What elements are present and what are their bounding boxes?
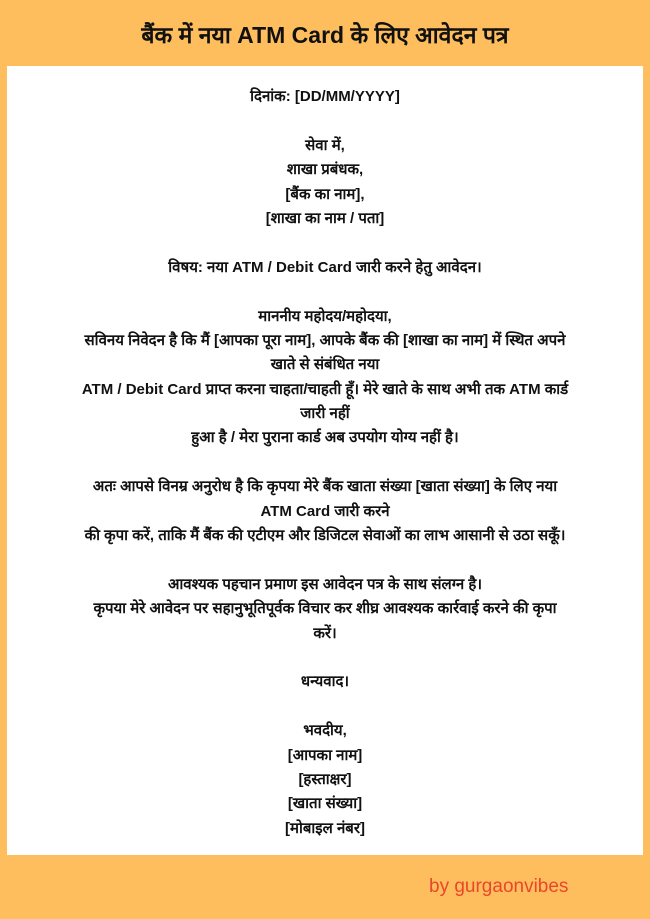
letter-line: करें। xyxy=(313,624,337,642)
letter-line: [बैंक का नाम], xyxy=(285,185,365,203)
blank-line xyxy=(7,548,643,572)
letter-body xyxy=(7,85,643,841)
page-title: बैंक में नया ATM Card के लिए आवेदन पत्र xyxy=(141,22,509,48)
blank-line xyxy=(7,695,643,719)
letter-line: ATM / Debit Card प्राप्त करना चाहता/चाहती हूँ। मेरे खाते के साथ अभी तक ATM कार्ड xyxy=(81,380,569,398)
blank-line xyxy=(7,109,643,133)
letter-line: ATM Card जारी करने xyxy=(260,502,390,520)
letter-line: सेवा में, xyxy=(305,136,345,154)
letter-line: [खाता संख्या] xyxy=(287,795,363,813)
letter-line: खाते से संबंधित नया xyxy=(270,356,380,374)
letter-line: धन्यवाद। xyxy=(300,673,350,691)
letter-line: दिनांक: [DD/MM/YYYY] xyxy=(250,88,400,105)
letter-line: माननीय महोदय/महोदया, xyxy=(258,307,392,325)
letter-line: कृपया मेरे आवेदन पर सहानुभूतिपूर्वक विचार कर शीघ्र आवश्यक कार्रवाई करने की कृपा xyxy=(93,600,557,618)
letter-line: आवश्यक पहचान प्रमाण इस आवेदन पत्र के साथ संलग्न है। xyxy=(167,575,483,593)
letter-line: हुआ है / मेरा पुराना कार्ड अब उपयोग योग्य नहीं है। xyxy=(191,429,459,447)
letter-line: जारी नहीं xyxy=(300,405,350,423)
blank-line xyxy=(7,231,643,255)
letter-line: [हस्ताक्षर] xyxy=(298,770,352,788)
blank-line xyxy=(7,451,643,475)
letter-line: [मोबाइल नंबर] xyxy=(284,819,366,837)
letter-line: भवदीय, xyxy=(303,722,347,740)
blank-line xyxy=(7,646,643,670)
letter-line: विषय: नया ATM / Debit Card जारी करने हेतु आवेदन। xyxy=(168,258,482,276)
letter-line: सविनय निवेदन है कि मैं [आपका पूरा नाम], आपके बैंक की [शाखा का नाम] में स्थित अपने xyxy=(84,331,566,349)
letter-line: [शाखा का नाम / पता] xyxy=(265,209,385,227)
letter-line: [आपका नाम] xyxy=(287,746,363,764)
letter-line: की कृपा करें, ताकि मैं बैंक की एटीएम और डिजिटल सेवाओं का लाभ आसानी से उठा सकूँ। xyxy=(84,527,566,545)
letter-line: शाखा प्रबंधक, xyxy=(286,161,364,179)
footer-credit: by gurgaonvibes xyxy=(429,876,569,897)
letter-line: अतः आपसे विनम्र अनुरोध है कि कृपया मेरे बैंक खाता संख्या [खाता संख्या] के लिए नया xyxy=(92,478,558,496)
blank-line xyxy=(7,280,643,304)
